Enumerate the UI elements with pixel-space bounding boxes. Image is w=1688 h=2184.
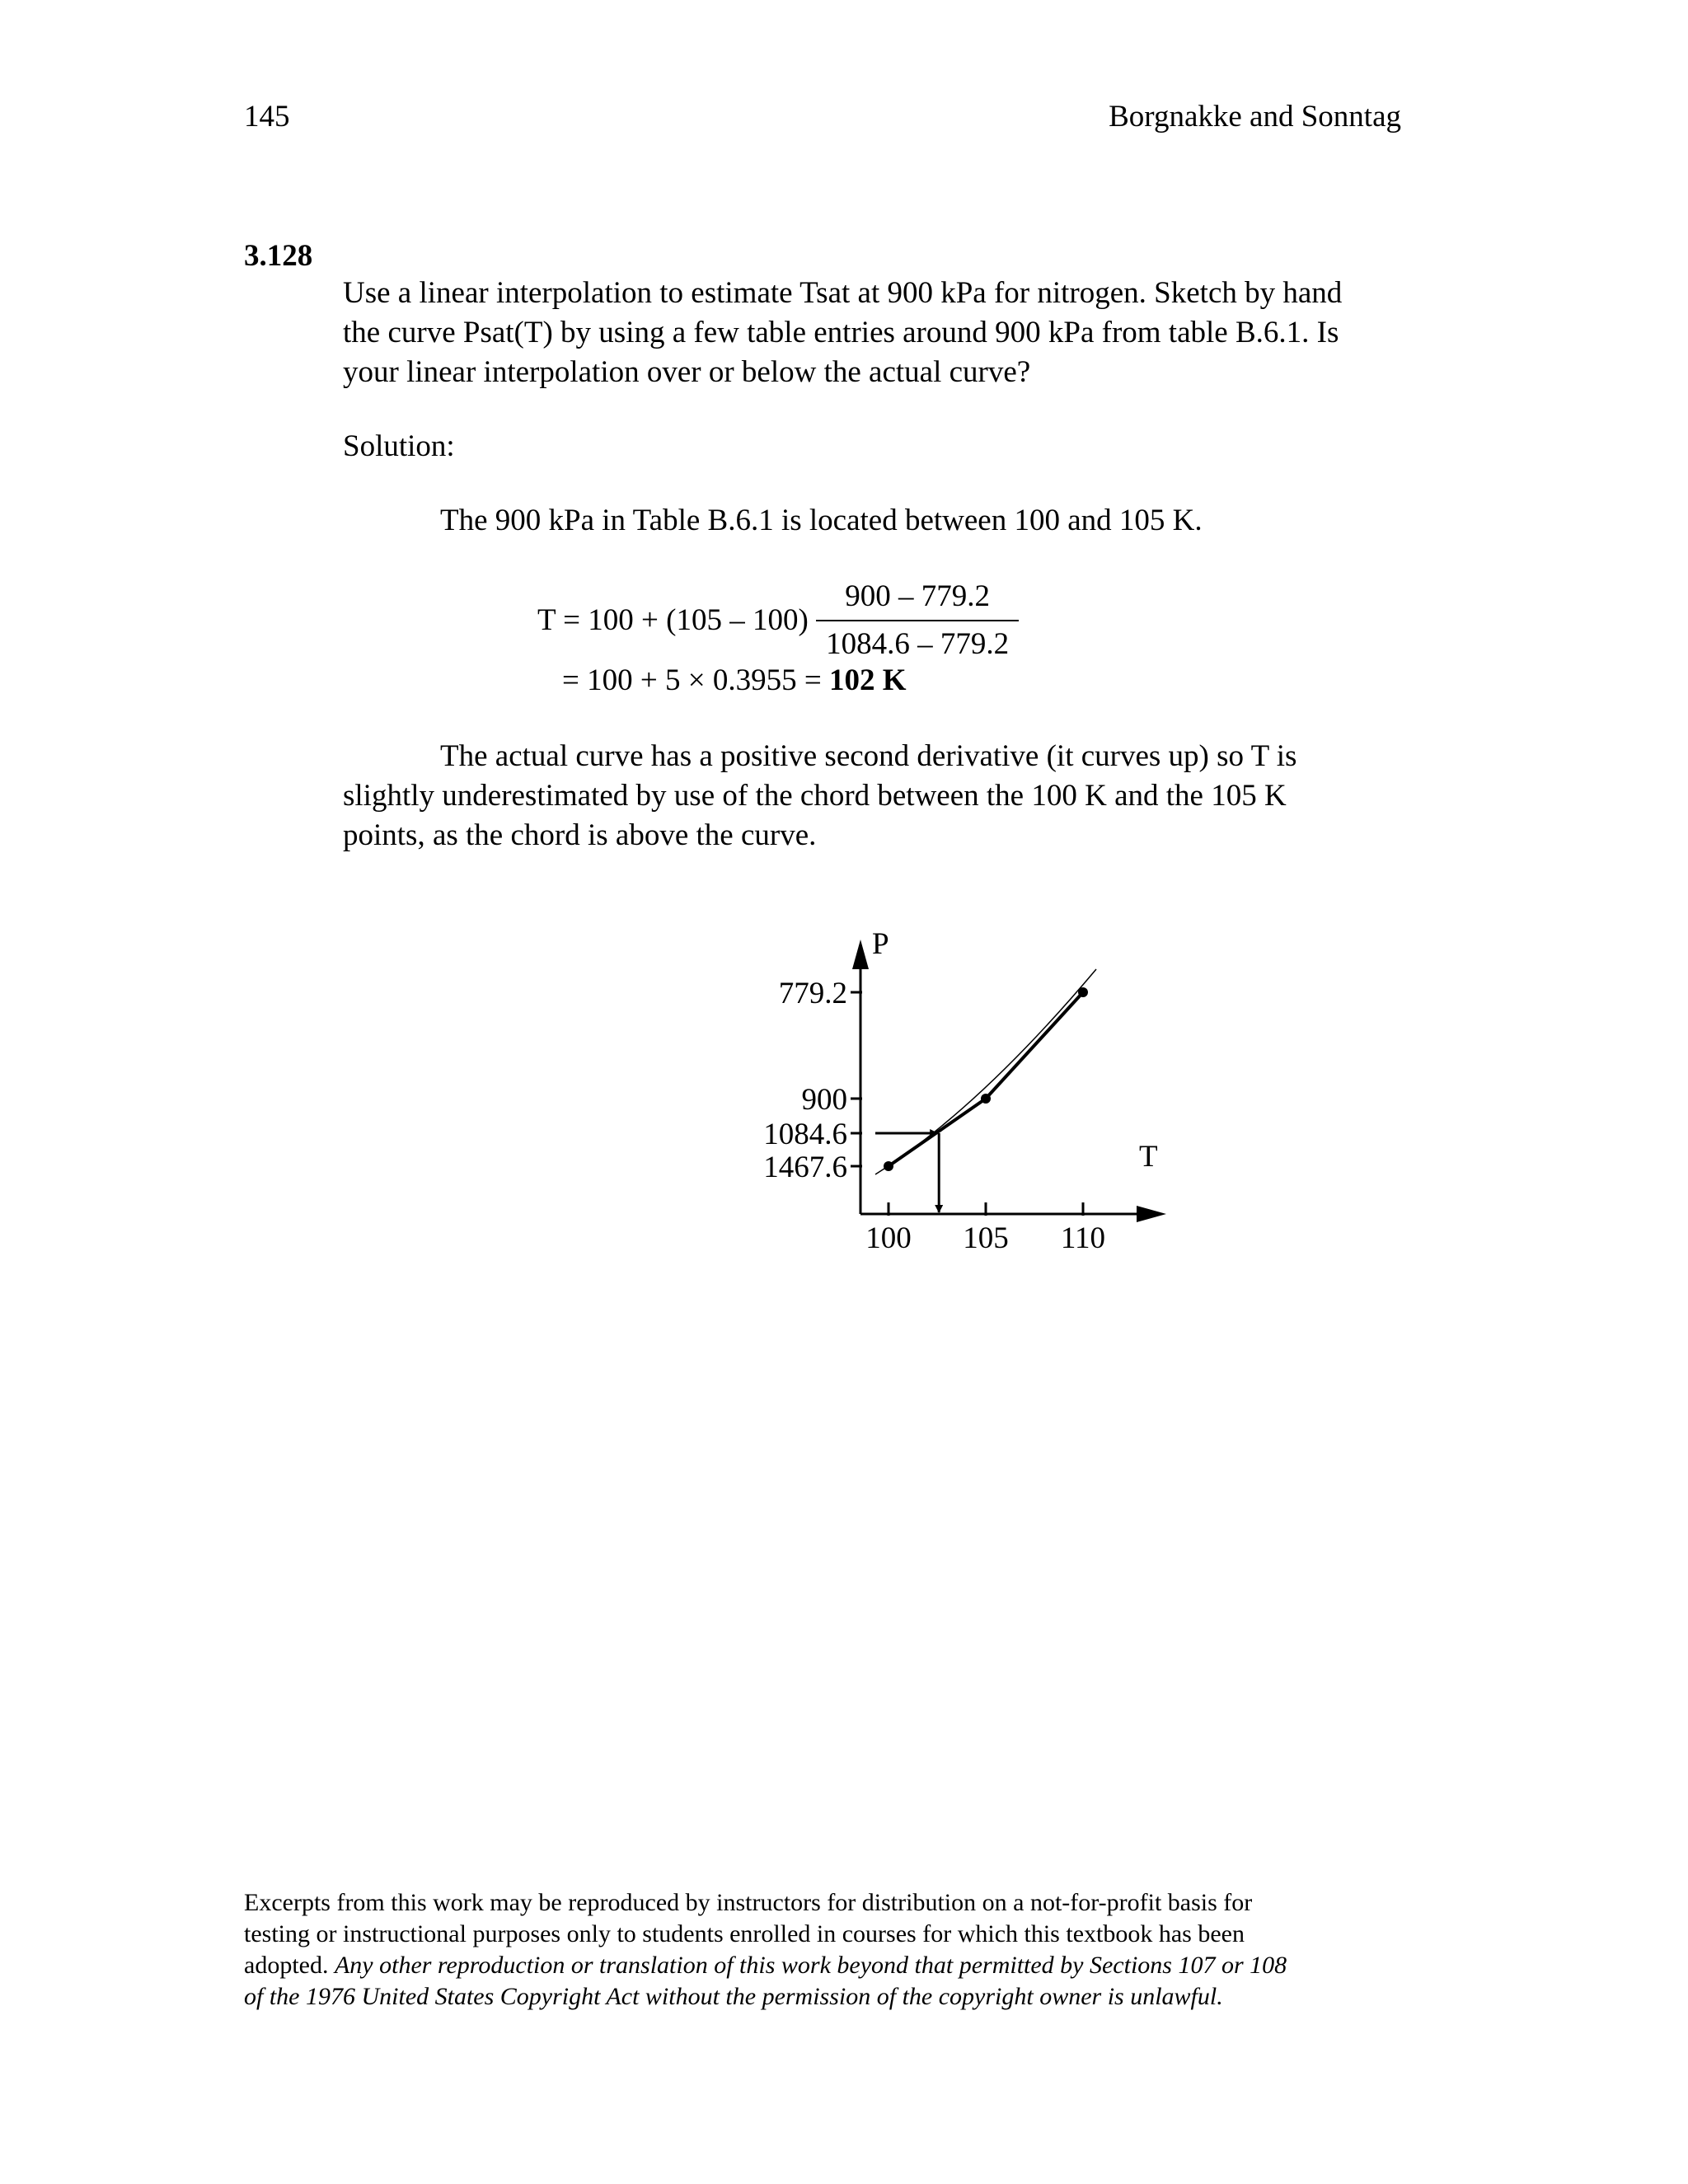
data-point <box>1078 987 1088 997</box>
y-tick-label: 1084.6 <box>763 1118 847 1151</box>
x-tick-label: 105 <box>963 1221 1009 1255</box>
page-number: 145 <box>244 100 290 134</box>
equation-result: 102 K <box>828 663 907 697</box>
x-axis-label: T <box>1139 1140 1158 1174</box>
explanation-line: points, as the chord is above the curve. <box>343 818 817 852</box>
problem-statement-line: Use a linear interpolation to estimate Tsat at 900 kPa for nitrogen. Sketch by hand <box>343 276 1343 310</box>
explanation-line: slightly underestimated by use of the chord between the 100 K and the 105 K <box>343 779 1287 813</box>
solution-intro: The 900 kPa in Table B.6.1 is located between 100 and 105 K. <box>440 504 1203 537</box>
x-tick-label: 100 <box>865 1221 912 1255</box>
data-point <box>981 1094 991 1104</box>
y-tick-label: 1467.6 <box>763 1151 847 1184</box>
footer-line: of the 1976 United States Copyright Act without the permission of the copyright owner is unlawful. <box>244 1983 1223 2010</box>
footer-line3-italic: Any other reproduction or translation of this work beyond that permitted by Sections 107 or 108 <box>334 1952 1287 1979</box>
footer-line: testing or instructional purposes only to students enrolled in courses for which this textbook has been <box>244 1920 1245 1947</box>
actual-curve <box>875 969 1096 1174</box>
y-axis-arrow <box>852 940 869 969</box>
y-axis-label: P <box>872 927 889 961</box>
problem-statement-line: your linear interpolation over or below the actual curve? <box>343 355 1031 389</box>
equation-numerator: 900 – 779.2 <box>816 577 1019 621</box>
x-axis-arrow <box>1137 1206 1166 1222</box>
data-point <box>884 1161 893 1171</box>
explanation-line: The actual curve has a positive second derivative (it curves up) so T is <box>440 739 1297 773</box>
solution-label: Solution: <box>343 429 455 463</box>
equation-line2: = 100 + 5 × 0.3955 = <box>562 663 829 697</box>
footer-line <box>244 1950 1287 1981</box>
equation-lhs: T = 100 + (105 – 100) <box>537 603 809 637</box>
y-tick-label: 900 <box>801 1083 847 1117</box>
equation-denominator: 1084.6 – 779.2 <box>826 627 1010 661</box>
footer-line3-plain: adopted. <box>244 1952 335 1979</box>
problem-number: 3.128 <box>244 239 313 273</box>
footer-line: Excerpts from this work may be reproduced by instructors for distribution on a not-for-profit basis for <box>244 1889 1253 1916</box>
y-tick-label: 779.2 <box>778 977 847 1010</box>
running-title: Borgnakke and Sonntag <box>1109 100 1401 134</box>
problem-statement-line: the curve Psat(T) by using a few table entries around 900 kPa from table B.6.1. Is <box>343 316 1339 349</box>
copyright-footer <box>244 1887 1287 2013</box>
x-tick-label: 110 <box>1060 1221 1106 1255</box>
